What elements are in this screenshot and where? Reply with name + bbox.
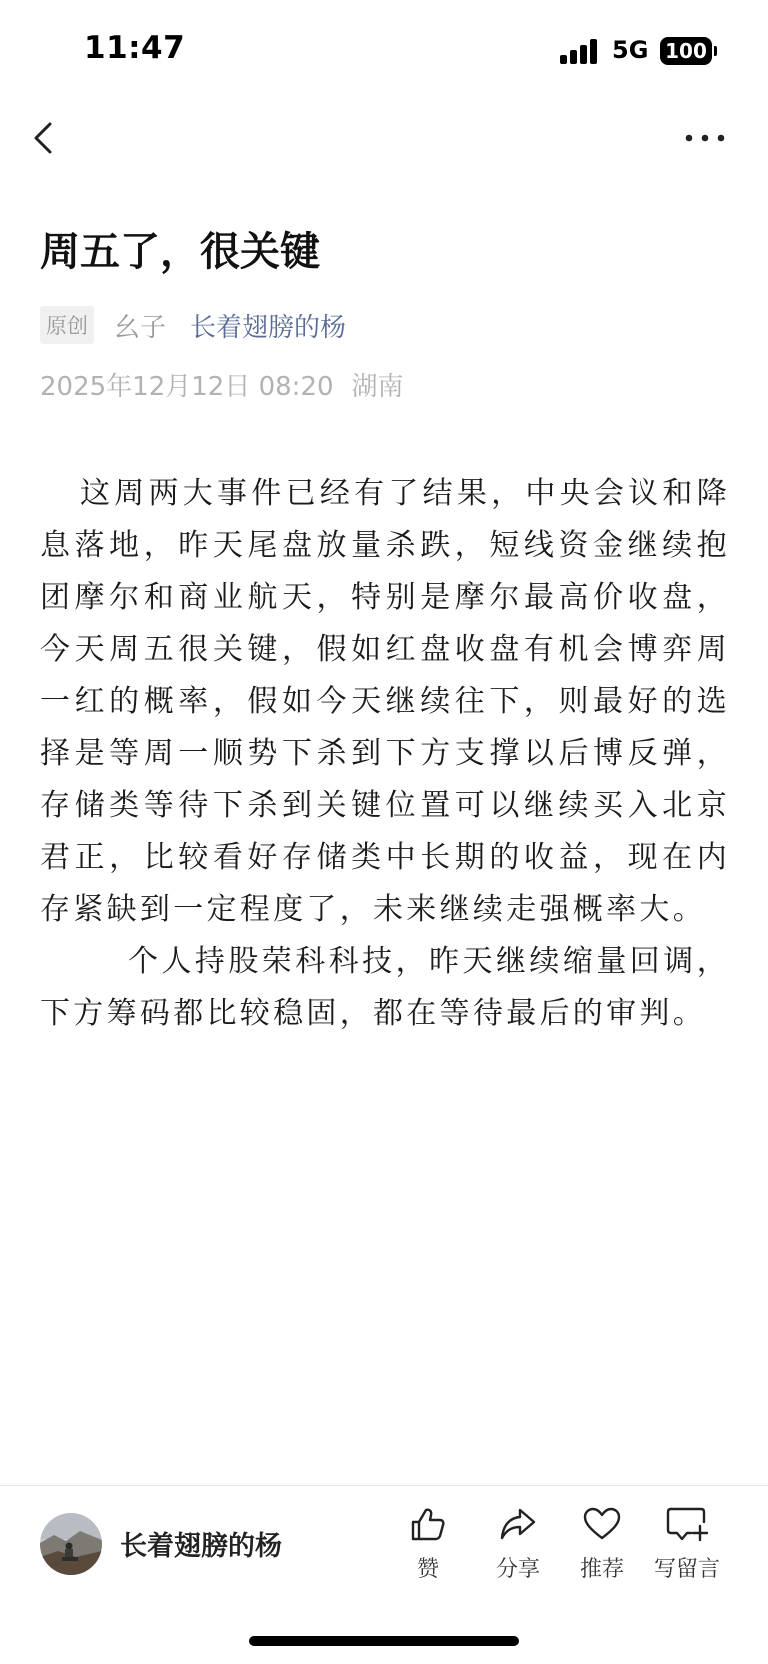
avatar-image	[40, 1513, 102, 1575]
signal-icon	[560, 38, 600, 64]
publish-location: 湖南	[351, 372, 404, 402]
bottom-account-name[interactable]: 长着翅膀的杨	[120, 1531, 282, 1562]
back-chevron-icon	[28, 116, 64, 160]
article-body	[40, 468, 730, 1040]
recommend-button[interactable]	[580, 1504, 624, 1583]
author-name: 幺子	[114, 312, 167, 343]
account-link[interactable]: 长着翅膀的杨	[190, 312, 347, 343]
recommend-label: 推荐	[580, 1557, 625, 1582]
article-title: 周五了，很关键	[40, 229, 320, 275]
status-bar	[0, 0, 768, 100]
comment-add-icon	[665, 1504, 709, 1544]
battery-icon: 100	[660, 37, 712, 65]
avatar[interactable]	[40, 1513, 102, 1575]
share-arrow-icon	[498, 1504, 538, 1544]
share-button[interactable]	[496, 1504, 540, 1583]
status-time: 11:47	[84, 30, 186, 66]
article-meta	[40, 305, 346, 345]
back-button[interactable]	[28, 116, 64, 160]
article-paragraph: 这周两大事件已经有了结果，中央会议和降息落地，昨天尾盘放量杀跌，短线资金继续抱团摩尔和商业航天，特别是摩尔最高价收盘，今天周五很关键，假如红盘收盘有机会博弈周一红的概率，假如今天继续往下，则最好的选择是等周一顺势下杀到下方支撑以后博反弹，存储类等待下杀到关键位置可以继续买入北京君正，比较看好存储类中长期的收益，现在内存紧缺到一定程度了，未来继续走强概率大。	[40, 476, 730, 927]
publish-info	[40, 366, 404, 403]
article-paragraph: 个人持股荣科科技，昨天继续缩量回调，下方筹码都比较稳固，都在等待最后的审判。	[40, 944, 730, 1031]
more-button[interactable]	[680, 118, 730, 158]
original-tag: 原创	[40, 306, 94, 344]
comment-button[interactable]	[654, 1504, 720, 1583]
comment-label: 写留言	[654, 1557, 721, 1582]
publish-date: 2025年12月12日 08:20	[40, 372, 334, 402]
like-button[interactable]	[408, 1504, 448, 1583]
battery-cap	[714, 46, 717, 56]
thumbs-up-icon	[408, 1504, 448, 1544]
nav-bar	[0, 100, 768, 180]
like-label: 赞	[416, 1557, 439, 1582]
home-indicator[interactable]	[249, 1636, 519, 1646]
heart-icon	[582, 1504, 622, 1544]
more-dots-icon	[680, 118, 730, 158]
network-type: 5G	[612, 36, 649, 64]
share-label: 分享	[496, 1557, 541, 1582]
